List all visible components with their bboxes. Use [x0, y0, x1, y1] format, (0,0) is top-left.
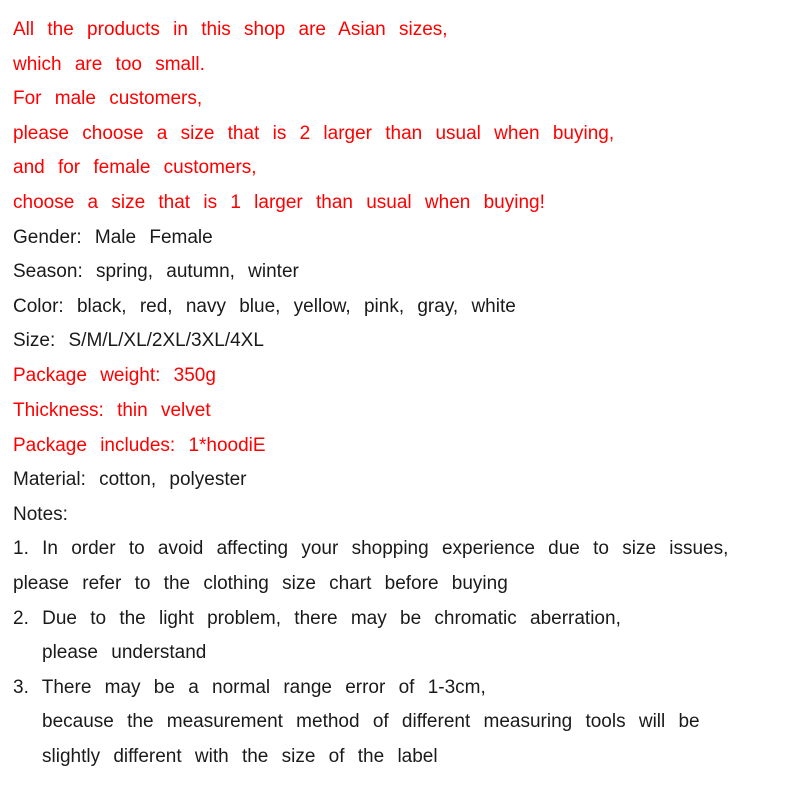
- note-1-line-1: 1. In order to avoid affecting your shopping experience due to size issues,: [13, 538, 729, 559]
- note-3-line-2: because the measurement method of different measuring tools will be: [42, 711, 700, 732]
- spec-gender: Gender: Male Female: [13, 227, 213, 248]
- spec-season: Season: spring, autumn, winter: [13, 261, 299, 282]
- spec-material: Material: cotton, polyester: [13, 469, 247, 490]
- note-3-line-1: 3. There may be a normal range error of 1-3cm,: [13, 677, 486, 698]
- notice-line-2: which are too small.: [13, 54, 205, 75]
- spec-color: Color: black, red, navy blue, yellow, pink, gray, white: [13, 296, 516, 317]
- spec-package-weight: Package weight: 350g: [13, 365, 216, 386]
- notice-line-5: and for female customers,: [13, 157, 257, 178]
- note-2-line-1: 2. Due to the light problem, there may be chromatic aberration,: [13, 608, 621, 629]
- note-2-line-2: please understand: [42, 642, 207, 663]
- notice-line-3: For male customers,: [13, 88, 203, 109]
- notice-line-6: choose a size that is 1 larger than usual when buying!: [13, 192, 545, 213]
- spec-thickness: Thickness: thin velvet: [13, 400, 211, 421]
- note-3-line-3: slightly different with the size of the label: [42, 746, 438, 767]
- notice-line-1: All the products in this shop are Asian sizes,: [13, 19, 448, 40]
- note-1-line-2: please refer to the clothing size chart before buying: [13, 573, 508, 594]
- notice-line-4: please choose a size that is 2 larger than usual when buying,: [13, 123, 615, 144]
- notes-heading: Notes:: [13, 504, 68, 525]
- spec-size: Size: S/M/L/XL/2XL/3XL/4XL: [13, 330, 264, 351]
- spec-package-includes: Package includes: 1*hoodiE: [13, 435, 266, 456]
